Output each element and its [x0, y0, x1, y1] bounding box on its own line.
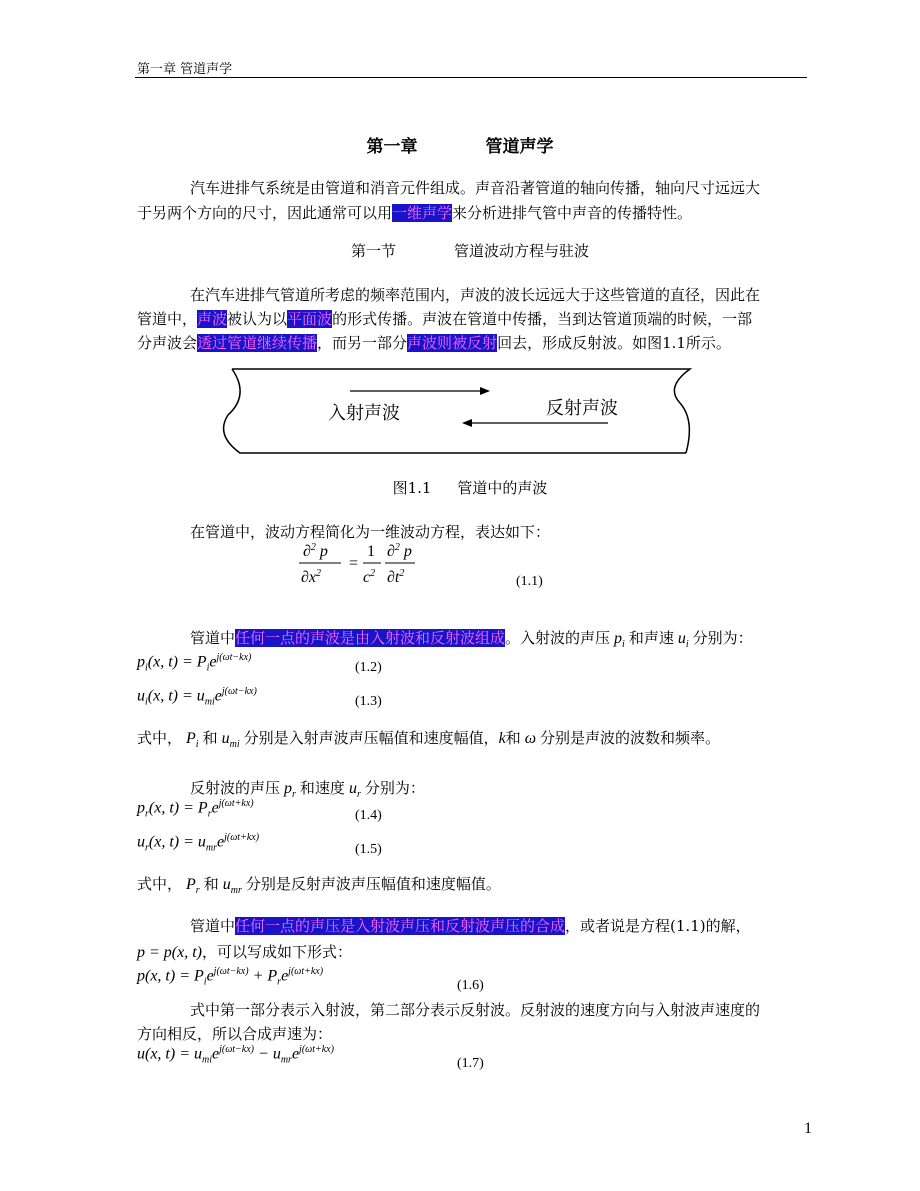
highlight-plane-wave: 平面波 — [287, 310, 333, 328]
eq-number-1-2: (1.2) — [355, 660, 382, 675]
chapter-name: 管道声学 — [485, 137, 554, 157]
equation-1-2: $p_i(x$, $t) = P_ie^{j(\omega t-kx)}$ — [137, 652, 252, 674]
svg-text:1: 1 — [367, 543, 375, 560]
svg-text:=: = — [349, 555, 359, 572]
pipe-top-wall — [232, 369, 690, 453]
reflected-label: 反射声波 — [546, 398, 618, 419]
section-name: 管道波动方程与驻波 — [454, 242, 590, 260]
svg-text:∂x2: $\partial x^2$ — [301, 568, 322, 586]
equation-1-3: $u_i(x$, $t) = u_{mi}e^{j(\omega t-kx)}$ — [137, 686, 257, 708]
highlight-reflect: 声波则被反射 — [407, 334, 498, 352]
equation-1-1 — [295, 540, 425, 590]
p8-line-2: p = p(x, t)，可以写成如下形式： — [137, 943, 353, 961]
eq-number-1-7: (1.7) — [457, 1056, 484, 1071]
eq-number-1-3: (1.3) — [355, 694, 382, 709]
figure-title: 管道中的声波 — [457, 479, 548, 497]
section-heading — [0, 240, 920, 261]
header-rule — [135, 77, 807, 78]
equation-1-6: p(x, $t) = P_ie^{j(\omega t-kx)} + P_re^{j(\omega t+kx)}$ — [137, 966, 324, 988]
p9-line-2: 方向相反，所以合成声速为： — [137, 1025, 333, 1043]
intro-line-1: 汽车进排气系统是由管道和消音元件组成。声音沿著管道的轴向传播，轴向尺寸远远大 — [190, 179, 761, 197]
p8-line-1: 管道中任何一点的声压是入射波声压和反射波声压的合成，或者说是方程(1.1)的解， — [190, 917, 751, 935]
intro-line-2: 于另两个方向的尺寸，因此通常可以用一维声学来分析进排气管中声音的传播特性。 — [137, 204, 693, 222]
svg-text:∂2 p: ∂$^2$ p — [303, 542, 328, 560]
p3-text: 在管道中，波动方程简化为一维波动方程，表达如下： — [190, 523, 551, 541]
chapter-title — [0, 132, 920, 157]
page-number: 1 — [804, 1120, 812, 1137]
running-header: 第一章 管道声学 — [137, 62, 233, 77]
eq-number-1-6: (1.6) — [457, 978, 484, 993]
equation-1-5: $u_r(x$, $t) = u_{mr}e^{j(\omega t+kx)}$ — [137, 832, 260, 854]
p2-line-1: 在汽车进排气管道所考虑的频率范围内，声波的波长远远大于这些管道的直径，因此在 — [190, 286, 761, 304]
p4-line: 管道中任何一点的声波是由入射波和反射波组成。入射波的声压 $p_i$ 和声速 $u_i$ 分别为： — [190, 629, 753, 651]
incident-label: 入射声波 — [328, 403, 400, 424]
p5-line: 式中， $P_i$ 和 $u_{mi}$ 分别是入射声波声压幅值和速度幅值，k和 ω 分别是声波的波数和频率。 — [137, 729, 721, 751]
equation-1-7: u(x, $t) = u_{mi}e^{j(\omega t-kx)} - u_{mr}e^{j(\omega t+kx)}$ — [137, 1044, 334, 1066]
p6-line: 反射波的声压 $p_r$ 和速度 $u_r$ 分别为： — [190, 779, 425, 801]
svg-text:∂2 p: ∂$^2$ p — [387, 542, 412, 560]
p2-line-3: 分声波会透过管道继续传播，而另一部分声波则被反射回去，形成反射波。如图1.1所示。 — [137, 334, 731, 352]
p7-line: 式中， $P_r$ 和 $u_{mr}$ 分别是反射声波声压幅值和速度幅值。 — [137, 875, 501, 897]
svg-text:∂t2: $\partial t^2$ — [387, 568, 405, 586]
highlight-transmit: 透过管道继续传播 — [197, 334, 318, 352]
svg-text:c2: $c^2$ — [363, 568, 376, 586]
p9-line-1: 式中第一部分表示入射波，第二部分表示反射波。反射波的速度方向与入射波声速度的 — [190, 1001, 761, 1019]
equation-1-4: $p_r(x$, $t) = P_re^{j(\omega t+kx)}$ — [137, 798, 254, 820]
section-number: 第一节 — [350, 242, 396, 260]
highlight-1d-acoustics: 一维声学 — [392, 204, 453, 222]
eq-number-1-4: (1.4) — [355, 808, 382, 823]
eq-number-1-5: (1.5) — [355, 842, 382, 857]
figure-caption — [0, 477, 920, 498]
highlight-pressure-synthesis: 任何一点的声压是入射波声压和反射波声压的合成 — [235, 917, 566, 935]
p2-line-2: 管道中，声波被认为以平面波的形式传播。声波在管道中传播，当到达管道顶端的时候，一部 — [137, 310, 753, 328]
eq-number-1-1: (1.1) — [516, 574, 543, 589]
incident-arrowhead — [480, 387, 490, 395]
reflected-arrowhead — [462, 419, 472, 427]
highlight-sound-wave: 声波 — [197, 310, 228, 328]
chapter-number: 第一章 — [366, 137, 418, 157]
figure-number: 图1.1 — [392, 479, 432, 497]
highlight-wave-composition: 任何一点的声波是由入射波和反射波组成 — [235, 629, 506, 647]
pipe-figure — [210, 365, 710, 460]
